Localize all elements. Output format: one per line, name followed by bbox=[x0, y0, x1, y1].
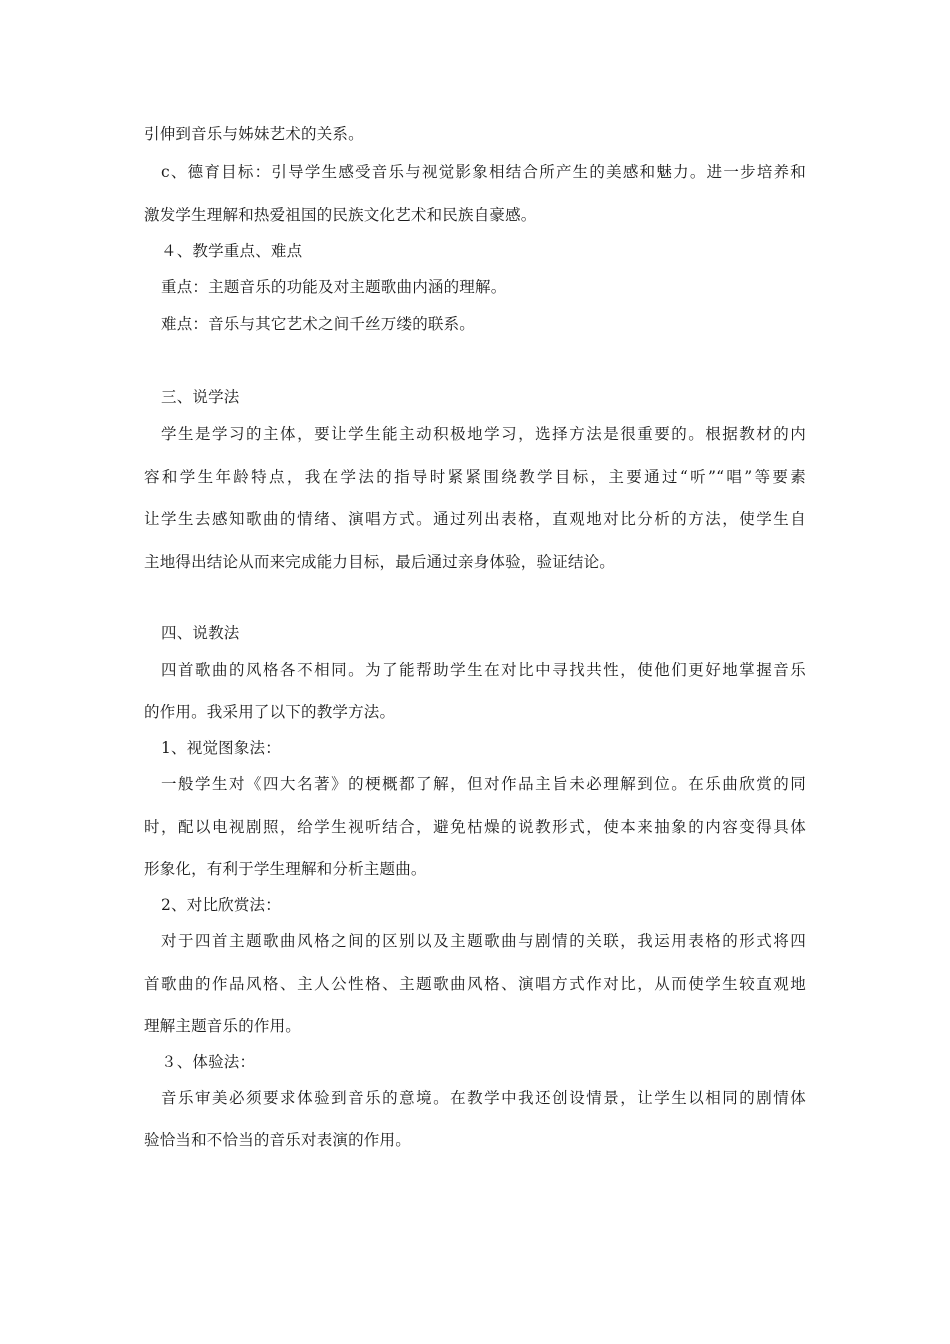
text-line: 形象化，有利于学生理解和分析主题曲。 bbox=[144, 860, 427, 878]
text-line: 对于四首主题歌曲风格之间的区别以及主题歌曲与剧情的关联，我运用表格的形式将四 bbox=[161, 932, 806, 950]
text-line: 学生是学习的主体，要让学生能主动积极地学习，选择方法是很重要的。根据教材的内 bbox=[161, 425, 806, 443]
text-line: 首歌曲的作品风格、主人公性格、主题歌曲风格、演唱方式作对比，从而使学生较直观地 bbox=[144, 975, 806, 993]
text-line: c、德育目标：引导学生感受音乐与视觉影象相结合所产生的美感和魅力。进一步培养和 bbox=[161, 163, 806, 181]
text-line: 引伸到音乐与姊妹艺术的关系。 bbox=[144, 125, 364, 143]
text-line: 验恰当和不恰当的音乐对表演的作用。 bbox=[144, 1131, 411, 1149]
section-heading: 三、说学法 bbox=[161, 388, 240, 406]
text-line: 理解主题音乐的作用。 bbox=[144, 1017, 302, 1035]
text-line: 激发学生理解和热爱祖国的民族文化艺术和民族自豪感。 bbox=[144, 206, 537, 224]
text-line: 一般学生对《四大名著》的梗概都了解，但对作品主旨未必理解到位。在乐曲欣赏的同 bbox=[161, 775, 806, 793]
subsection-heading: 2、对比欣赏法： bbox=[161, 896, 281, 914]
section-heading: 四、说教法 bbox=[161, 624, 240, 642]
section-heading: ４、教学重点、难点 bbox=[161, 242, 303, 260]
text-line: 重点：主题音乐的功能及对主题歌曲内涵的理解。 bbox=[161, 278, 507, 296]
text-line: 四首歌曲的风格各不相同。为了能帮助学生在对比中寻找共性，使他们更好地掌握音乐 bbox=[161, 661, 806, 679]
text-line: 主地得出结论从而来完成能力目标，最后通过亲身体验，验证结论。 bbox=[144, 553, 616, 571]
text-line: 让学生去感知歌曲的情绪、演唱方式。通过列出表格，直观地对比分析的方法，使学生自 bbox=[144, 510, 806, 528]
subsection-heading: ３、体验法： bbox=[161, 1053, 256, 1071]
text-line: 时，配以电视剧照，给学生视听结合，避免枯燥的说教形式，使本来抽象的内容变得具体 bbox=[144, 818, 806, 836]
text-line: 难点：音乐与其它艺术之间千丝万缕的联系。 bbox=[161, 315, 476, 333]
text-line: 容和学生年龄特点，我在学法的指导时紧紧围绕教学目标，主要通过“听”“唱”等要素 bbox=[144, 468, 806, 486]
text-line: 的作用。我采用了以下的教学方法。 bbox=[144, 703, 396, 721]
text-line: 音乐审美必须要求体验到音乐的意境。在教学中我还创设情景，让学生以相同的剧情体 bbox=[161, 1089, 806, 1107]
subsection-heading: 1、视觉图象法： bbox=[161, 739, 281, 757]
